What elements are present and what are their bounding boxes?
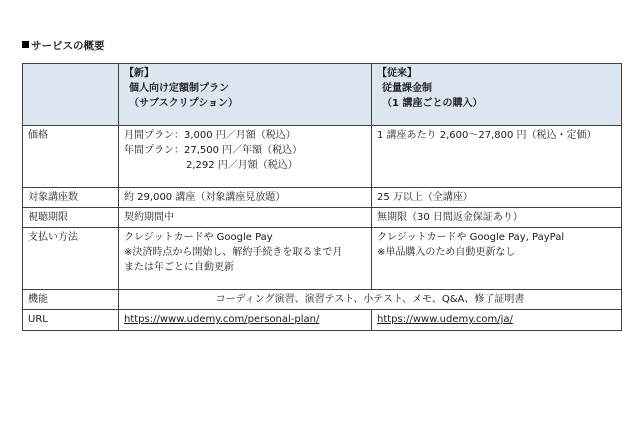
square-bullet-icon — [22, 41, 29, 48]
header-blank-cell — [23, 64, 119, 126]
course-count-label: 対象講座数 — [23, 188, 119, 208]
price-old-cell — [372, 126, 622, 188]
table-row-url — [23, 310, 622, 331]
payment-new-cell — [119, 228, 372, 290]
price-label: 価格 — [23, 126, 119, 188]
section-heading — [22, 39, 105, 53]
table-header-row — [23, 64, 622, 126]
price-new-annual: 年間プラン：27,500 円／年額（税込） — [124, 145, 303, 156]
price-new-cell — [119, 126, 372, 188]
features-merged: コーディング演習、演習テスト、小テスト、メモ、Q&A、修了証明書 — [119, 290, 622, 310]
viewing-period-old: 無期限（30 日間返金保証あり） — [372, 208, 622, 228]
table-row-viewing-period — [23, 208, 622, 228]
viewing-period-new: 契約期間中 — [119, 208, 372, 228]
header-old-tag: 【従来】 — [377, 68, 417, 79]
course-count-new: 約 29,000 講座（対象講座見放題） — [119, 188, 372, 208]
price-old-text: 1 講座あたり 2,600～27,800 円（税込・定価） — [377, 130, 597, 141]
table-row-price — [23, 126, 622, 188]
payment-new-note: ※決済時点から開始し、解約手続きを取るまで月 — [124, 247, 343, 258]
table-row-course-count — [23, 188, 622, 208]
service-overview-table — [22, 63, 622, 331]
url-label: URL — [23, 310, 119, 331]
payment-old-methods: クレジットカードや Google Pay, PayPal — [377, 232, 565, 243]
viewing-period-label: 視聴期限 — [23, 208, 119, 228]
header-old-subtitle: （1 講座ごとの購入） — [382, 98, 483, 109]
url-new-cell — [119, 310, 372, 331]
header-old-title: 従量課金制 — [382, 83, 432, 94]
payment-label: 支払い方法 — [23, 228, 119, 290]
price-new-monthly: 月間プラン：3,000 円／月額（税込） — [124, 130, 296, 141]
payment-old-cell — [372, 228, 622, 290]
header-new-plan-cell — [119, 64, 372, 126]
header-new-tag: 【新】 — [124, 68, 154, 79]
price-new-annual-monthly: 2,292 円／月額（税込） — [186, 160, 298, 171]
header-new-subtitle: （サブスクリプション） — [129, 98, 238, 109]
features-label: 機能 — [23, 290, 119, 310]
section-heading-title: サービスの概要 — [31, 40, 105, 52]
course-count-old: 25 万以上（全講座） — [372, 188, 622, 208]
header-old-plan-cell — [372, 64, 622, 126]
table-row-payment — [23, 228, 622, 290]
payment-new-methods: クレジットカードや Google Pay — [124, 232, 273, 243]
payment-new-note-cont: または年ごとに自動更新 — [124, 262, 234, 273]
header-new-title: 個人向け定額制プラン — [129, 83, 229, 94]
payment-old-note: ※単品購入のため自動更新なし — [377, 247, 516, 258]
url-old-cell — [372, 310, 622, 331]
personal-plan-link[interactable]: https://www.udemy.com/personal-plan/ — [124, 314, 320, 325]
table-row-features — [23, 290, 622, 310]
udemy-ja-link[interactable]: https://www.udemy.com/ja/ — [377, 314, 513, 325]
